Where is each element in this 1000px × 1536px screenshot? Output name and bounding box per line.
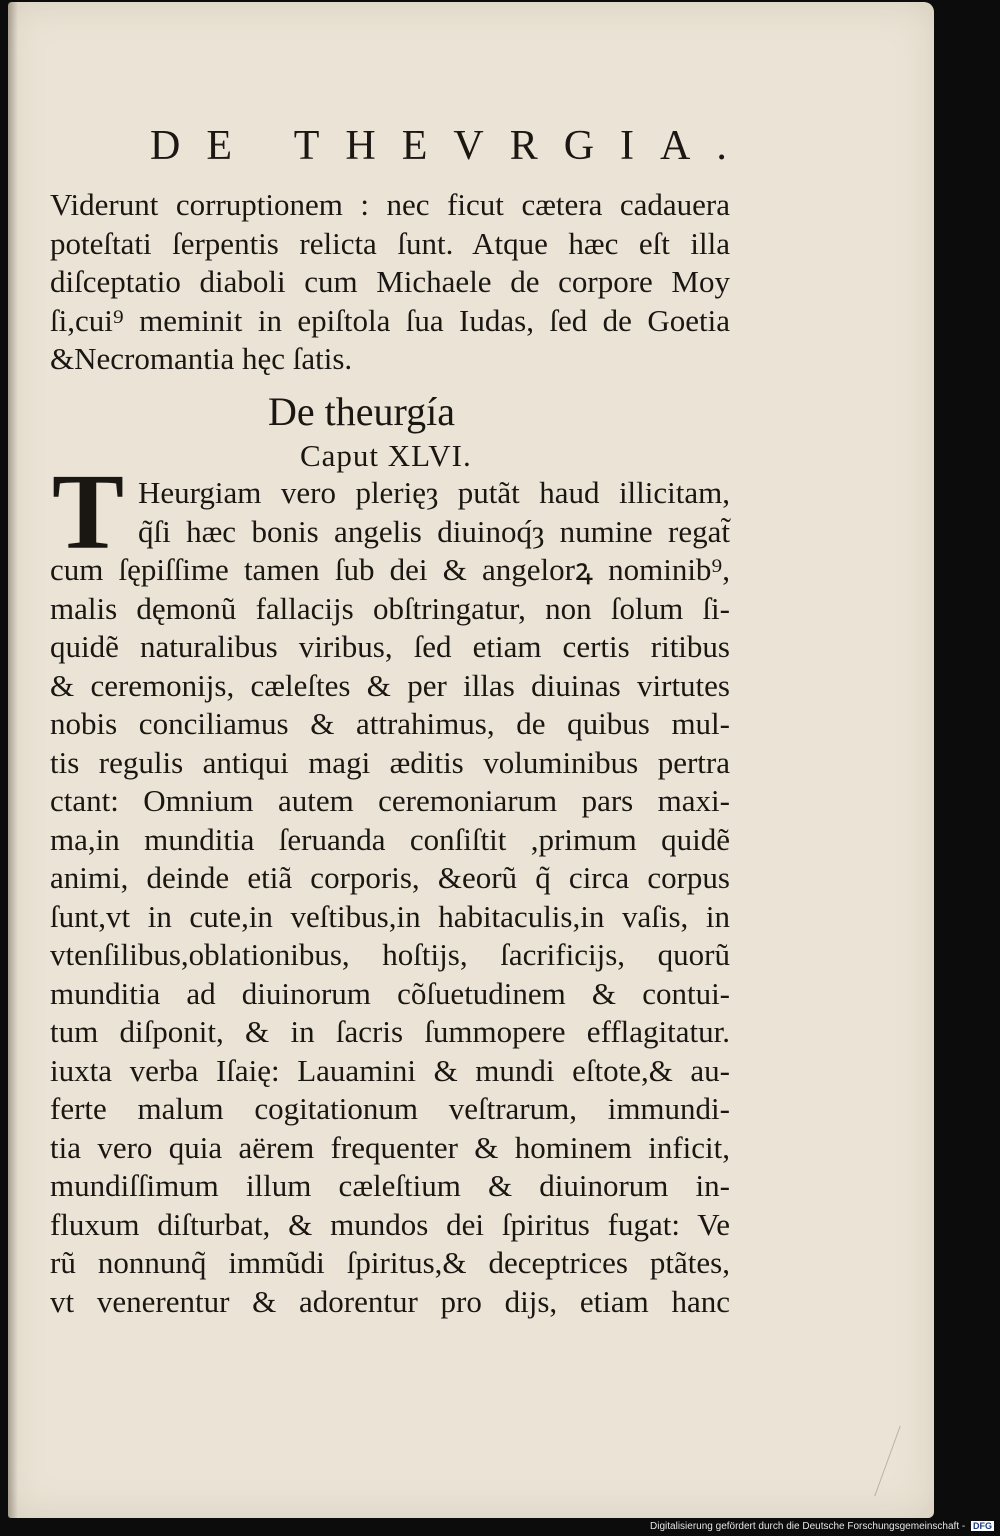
intro-paragraph	[50, 186, 730, 379]
text-line: animi, deinde etiã corporis, &eorũ q̃ circa corpus	[50, 860, 730, 895]
text-line: q̃ſi hæc bonis angelis diuinoq́ȝ numine regat̃	[138, 513, 730, 549]
text-line: & ceremonijs, cæleſtes & per illas diuinas virtutes	[50, 667, 730, 703]
text-line: &Necromantia hęc ſatis.	[50, 341, 353, 376]
section-heading: De theurgía	[268, 389, 455, 434]
body-paragraph	[50, 474, 730, 1321]
text-line: Heurgiam vero plerięȝ putãt haud illicitam,	[138, 475, 730, 510]
drop-cap: T	[52, 453, 125, 572]
text-line: diſceptatio diaboli cum Michaele de corpore Moy	[50, 264, 730, 299]
text-line: tia vero quia aërem frequenter & hominem inficit,	[50, 1129, 730, 1165]
running-header: DE THEVRGIA.	[150, 123, 753, 169]
text-line: cum ſępiſſime tamen ſub dei & angelorꝝ nominib⁹,	[50, 552, 730, 587]
text-line: vtenſilibus,oblationibus, hoſtijs, ſacrificijs, quorũ	[50, 937, 730, 972]
text-line: Viderunt corruptionem : nec ficut cætera cadauera	[50, 187, 730, 222]
text-line: ctant: Omnium autem ceremoniarum pars maxi-	[50, 783, 730, 818]
text-line: ſi,cui⁹ meminit in epiſtola ſua Iudas, ſed de Goetia	[50, 302, 730, 338]
text-line: rũ nonnunq̃ immũdi ſpiritus,& deceptrices ptãtes,	[50, 1245, 730, 1280]
page-crease	[874, 1426, 926, 1496]
dfg-logo: DFG	[973, 1521, 992, 1531]
text-line: nobis conciliamus & attrahimus, de quibus mul-	[50, 706, 730, 741]
page-binding-shadow	[8, 2, 18, 1518]
text-line: ſunt,vt in cute,in veſtibus,in habitaculis,in vaſis, in	[50, 898, 730, 934]
text-line: mundiſſimum illum cæleſtium & diuinorum in-	[50, 1168, 730, 1203]
text-line: tis regulis antiqui magi æditis voluminibus pertra	[50, 744, 730, 780]
text-line: vt venerentur & adorentur pro dijs, etiam hanc	[50, 1283, 730, 1319]
text-line: ma,in munditia ſeruanda conſiſtit ,primum quidẽ	[50, 821, 730, 857]
text-line: malis dęmonũ fallacijs obſtringatur, non ſolum ſi-	[50, 590, 730, 626]
text-line: poteſtati ſerpentis relicta ſunt. Atque hæc eſt illa	[50, 225, 730, 261]
text-line: iuxta verba Iſaię: Lauamini & mundi eſtote,& au-	[50, 1052, 730, 1088]
text-line: tum diſponit, & in ſacris ſummopere efflagitatur.	[50, 1014, 730, 1049]
text-line: ferte malum cogitationum veſtrarum, immundi-	[50, 1091, 730, 1126]
chapter-title: Caput XLVI.	[300, 438, 472, 473]
digitization-credit	[650, 1521, 994, 1532]
credit-text: Digitalisierung gefördert durch die Deutsche Forschungsgemeinschaft -	[650, 1521, 966, 1532]
text-line: munditia ad diuinorum cõſuetudinem & contui-	[50, 975, 730, 1011]
text-line: fluxum diſturbat, & mundos dei ſpiritus fugat: Ve	[50, 1206, 730, 1242]
text-line: quidẽ naturalibus viribus, ſed etiam certis ritibus	[50, 629, 730, 664]
